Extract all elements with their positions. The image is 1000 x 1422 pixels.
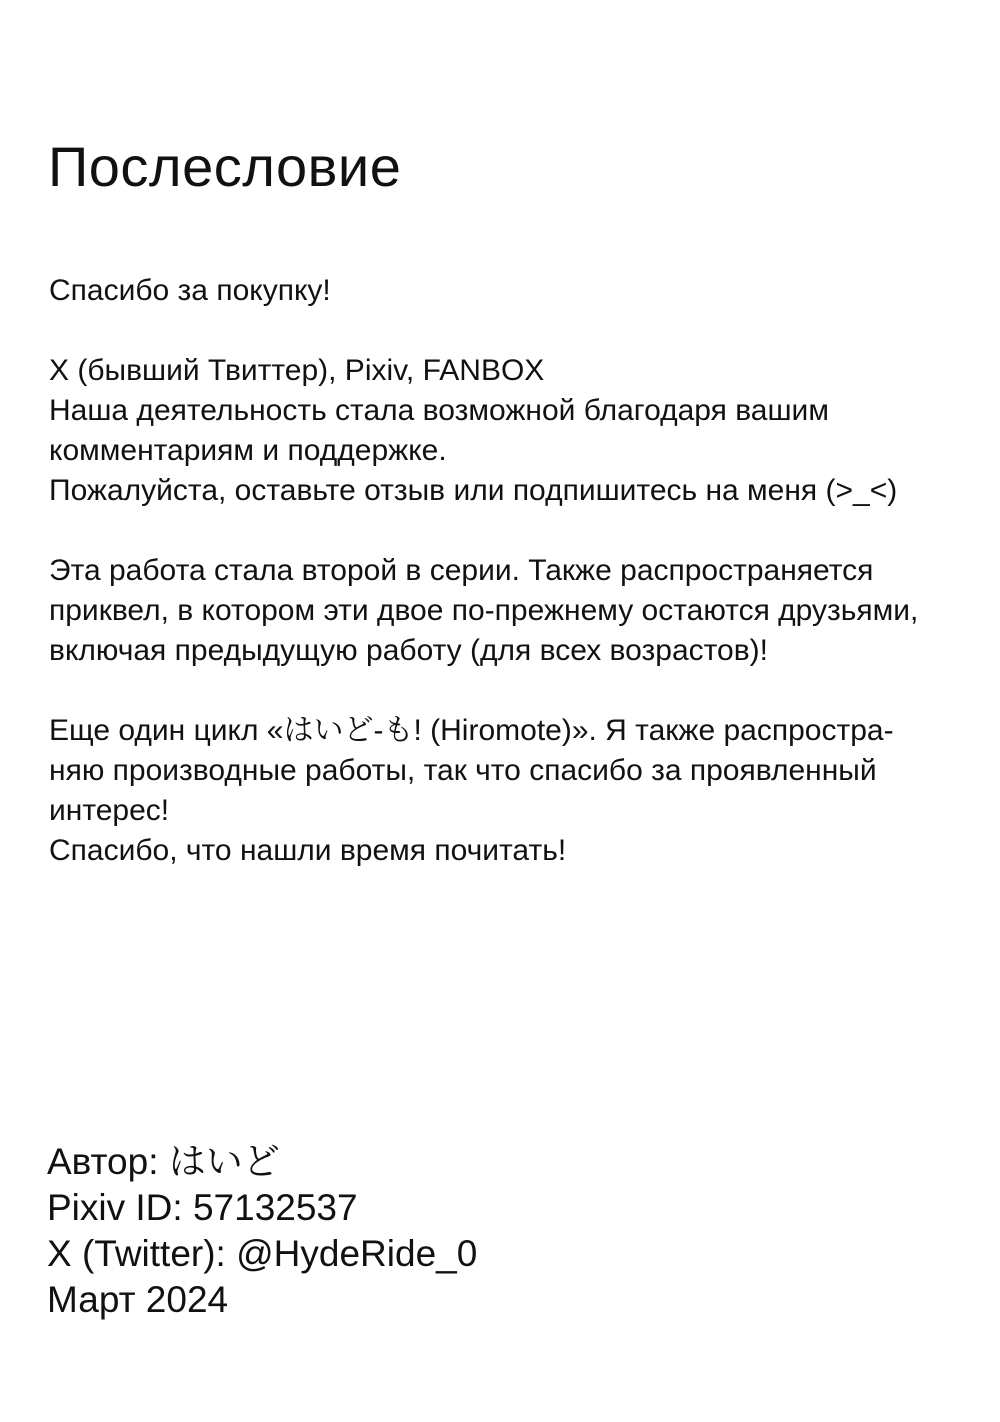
pixiv-id: Pixiv ID: 57132537 <box>47 1187 358 1228</box>
paragraph-gap <box>49 311 979 351</box>
author-credit: Автор: はいど <box>47 1141 280 1182</box>
paragraph-gap <box>49 671 979 711</box>
text-line: интерес! <box>49 794 170 827</box>
text-line: X (бывший Твиттер), Pixiv, FANBOX <box>49 354 545 387</box>
text-line: Пожалуйста, оставьте отзыв или подпишитесь на меня (>_<) <box>49 474 898 507</box>
text-line: Спасибо за покупку! <box>49 274 331 307</box>
paragraph-gap <box>49 511 979 551</box>
text-line: комментариям и поддержке. <box>49 434 447 467</box>
text-line: включая предыдущую работу (для всех возрастов)! <box>49 634 768 667</box>
publication-date: Март 2024 <box>47 1279 229 1320</box>
paragraph-series <box>49 551 979 671</box>
paragraph-cycle <box>49 711 979 871</box>
credits-block <box>47 1139 947 1323</box>
text-line: Спасибо, что нашли время почитать! <box>49 834 567 867</box>
text-line: Эта работа стала второй в серии. Также распространяется <box>49 554 874 587</box>
paragraph-support <box>49 351 979 511</box>
twitter-handle: X (Twitter): @HydeRide_0 <box>47 1233 478 1274</box>
text-line: Наша деятельность стала возможной благодаря вашим <box>49 394 829 427</box>
paragraph-thanks <box>49 271 979 311</box>
page-title: Послесловие <box>48 135 402 198</box>
text-line: Еще один цикл «はいど-も! (Hiromote)». Я также распростра- <box>49 714 894 747</box>
text-line: няю производные работы, так что спасибо за проявленный <box>49 754 877 787</box>
afterword-body <box>49 271 979 871</box>
text-line: приквел, в котором эти двое по-прежнему остаются друзьями, <box>49 594 919 627</box>
